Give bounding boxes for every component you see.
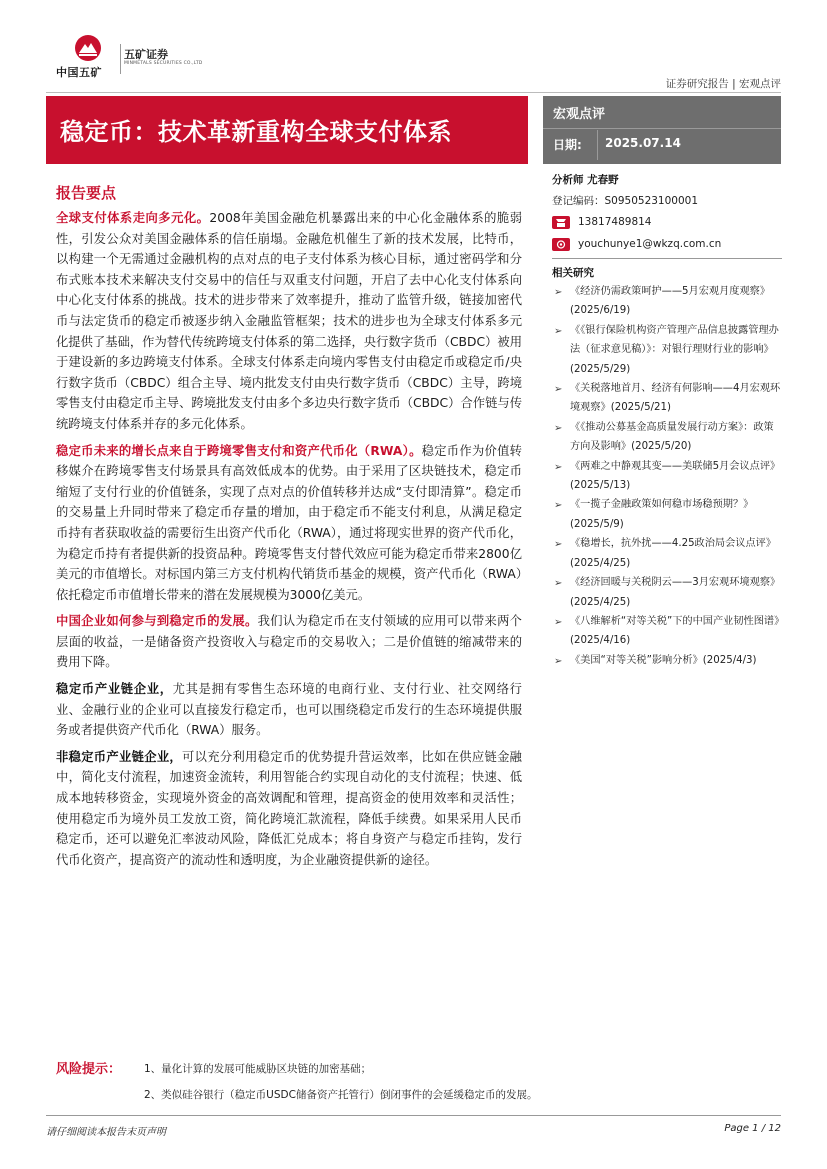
- paragraph: [56, 747, 522, 871]
- page-number: Page 1 / 12: [724, 1123, 781, 1134]
- related-research-text: 《经济仍需政策呵护——5月宏观月度观察》(2025/6/19): [570, 286, 771, 317]
- email-contact: [552, 236, 782, 252]
- risk-label: 风险提示：: [56, 1062, 122, 1077]
- related-research-item[interactable]: [552, 573, 782, 612]
- related-research-text: 《八维解析“对等关税”下的中国产业韧性图谱》(2025/4/16): [570, 615, 780, 647]
- registration-code: 登记编码：S0950523100001: [552, 195, 699, 207]
- related-research-item[interactable]: [552, 612, 782, 651]
- email-icon: [552, 238, 570, 251]
- triangle-bullet-icon: ➢: [554, 655, 563, 667]
- risk-item: 1、量化计算的发展可能威胁区块链的加密基础；: [144, 1063, 372, 1075]
- date-label: 日期:: [553, 138, 582, 152]
- report-category: 宏观点评: [553, 107, 606, 122]
- related-research-title: 相关研究: [552, 267, 594, 279]
- paragraph-lead: 稳定币产业链企业，: [56, 682, 173, 697]
- related-research-item[interactable]: [552, 418, 782, 457]
- paragraph: [56, 441, 522, 606]
- related-research-item[interactable]: [552, 379, 782, 418]
- risk-item: 2、类似硅谷银行（稳定币USDC储备资产托管行）倒闭事件的会延缓稳定币的发展。: [144, 1089, 538, 1101]
- triangle-bullet-icon: ➢: [554, 287, 563, 298]
- related-research-list: [552, 282, 782, 670]
- logo-divider: [120, 44, 121, 74]
- related-research-text: 《经济回暖与关税阴云——3月宏观环境观察》(2025/4/25): [570, 577, 781, 608]
- analyst-name: 分析师 尤春野: [552, 174, 619, 186]
- phone-contact: [552, 214, 782, 230]
- email-address[interactable]: youchunye1@wkzq.com.cn: [578, 238, 722, 250]
- paragraph-lead: 非稳定币产业链企业，: [56, 749, 183, 764]
- date-value: 2025.07.14: [605, 136, 681, 150]
- page-title: 稳定币：技术革新重构全球支付体系: [60, 118, 452, 146]
- sidebar: [552, 172, 782, 670]
- triangle-bullet-icon: ➢: [554, 578, 563, 590]
- paragraph-text: 我们认为稳定币在支付领域的应用可以带来两个层面的收益，一是储备资产投资收入与稳定币的交易收入；二是价值链的缩减带来的费用下降。: [56, 614, 522, 670]
- section-title: 报告要点: [56, 184, 117, 202]
- info-vertical-divider: [597, 130, 598, 160]
- triangle-bullet-icon: ➢: [554, 325, 563, 337]
- mountain-emblem-icon: [74, 34, 102, 62]
- related-research-item[interactable]: [552, 457, 782, 496]
- related-research-item[interactable]: [552, 321, 782, 379]
- related-research-item[interactable]: [552, 495, 782, 534]
- logo-right-text: 五矿证券: [124, 48, 168, 61]
- paragraph-text: 2008年美国金融危机暴露出来的中心化金融体系的脆弱性，引发公众对美国金融体系的信任崩塌。金融危机催生了新的技术发展，比特币，以构建一个无需通过金融机构的点对点的电子支付体系为核心目标，通过密码学和分布式账本技术来解决支付交易中的信任与双重支付问题，开启了去中心化支付体系向中心化支付体系的挑战。技术的进步带来了效率提升，推动了监管升级，链接加密代币与法定货币的稳定币被逐步纳入金融监管框架；技术的进步也为全球支付体系多元化提供了基础，作为替代传统跨境支付体系的第二选择，央行数字货币（CBDC）被用于建设新的多边跨境支付体系。全球支付体系走向境内零售支付由稳定币或稳定币/央行数字货币（CBDC）组合主导、境内批发支付由央行数字货币（CBDC）主导，跨境零售支付由稳定币主导、跨境批发支付由多个多边央行数字货币（CBDC）合作链与传统跨境支付体系并存的多元化体系。: [56, 211, 522, 431]
- triangle-bullet-icon: ➢: [554, 616, 563, 628]
- related-research-text: 《两难之中静观其变——美联储5月会议点评》(2025/5/13): [570, 460, 781, 492]
- report-type: 证券研究报告 | 宏观点评: [665, 78, 781, 90]
- info-divider: [543, 128, 781, 129]
- logo-right-en: MINMETALS SECURITIES CO.,LTD: [124, 61, 203, 66]
- main-body: [56, 208, 522, 876]
- paragraph-text: 稳定币作为价值转移媒介在跨境零售支付场景具有高效低成本的优势。由于采用了区块链技术，稳定币缩短了支付行业的价值链条，实现了点对点的价值转移并达成“支付即清算”。稳定币的交易量上升同时带来了稳定币存量的增加，由于稳定币不能支付利息，从满足稳定币持有者获取收益的需要衍生出资产代币化（RWA），通过将现实世界的资产代币化，为稳定币持有者提供新的投资品种。跨境零售支付替代效应可能为稳定币带来2800亿美元的市值增长。对标国内第三方支付机构代销货币基金的规模，资产代币化（RWA）依托稳定币市值增长带来的潜在发展规模为3000亿美元。: [56, 443, 522, 602]
- triangle-bullet-icon: ➢: [554, 539, 563, 551]
- paragraph: [56, 679, 522, 741]
- phone-icon: [552, 216, 570, 229]
- paragraph-text: 尤其是拥有零售生态环境的电商行业、支付行业、社交网络行业、金融行业的企业可以直接发行稳定币，也可以围绕稳定币发行的生态环境提供服务或者提供资产代币化（RWA）服务。: [56, 682, 522, 738]
- logo-left-text: 中国五矿: [56, 66, 102, 79]
- paragraph: [56, 611, 522, 673]
- related-research-item[interactable]: [552, 282, 782, 321]
- triangle-bullet-icon: ➢: [554, 384, 563, 396]
- title-banner: [46, 96, 528, 164]
- related-research-text: 《《银行保险机构资产管理产品信息披露管理办法（征求意见稿）》：对银行理财行业的影响》(2025/5/29): [570, 324, 779, 375]
- related-research-text: 《一揽子金融政策如何稳市场稳预期？》(2025/5/9): [570, 499, 754, 530]
- triangle-bullet-icon: ➢: [554, 461, 563, 473]
- related-research-text: 《《推动公募基金高质量发展行动方案》：政策方向及影响》(2025/5/20): [570, 421, 774, 453]
- phone-number: 13817489814: [578, 216, 652, 228]
- footer-divider: [46, 1115, 781, 1116]
- paragraph-lead: 稳定币未来的增长点来自于跨境零售支付和资产代币化（RWA）。: [56, 443, 422, 458]
- footer-disclaimer: 请仔细阅读本报告末页声明: [46, 1127, 166, 1138]
- paragraph-text: 可以充分利用稳定币的优势提升营运效率，比如在供应链金融中，简化支付流程，加速资金流转，利用智能合约实现自动化的支付流程；快速、低成本地转移资金，实现境外资金的高效调配和管理，提高资金的使用效率和灵活性；使用稳定币为境外员工发放工资，简化跨境汇款流程，降低手续费。如果采用人民币稳定币，还可以避免汇率波动风险，降低汇兑成本；将自身资产与稳定币挂钩，发行代币化资产，提高资产的流动性和透明度，为企业融资提供新的途径。: [56, 749, 522, 867]
- triangle-bullet-icon: ➢: [554, 422, 563, 434]
- logo: [52, 34, 202, 84]
- related-research-text: 《关税落地首月、经济有何影响——4月宏观环境观察》(2025/5/21): [570, 383, 781, 414]
- related-research-text: 《稳增长，抗外扰——4.25政治局会议点评》(2025/4/25): [570, 538, 777, 569]
- sidebar-divider: [552, 258, 782, 259]
- triangle-bullet-icon: ➢: [554, 500, 563, 512]
- paragraph-lead: 中国企业如何参与到稳定币的发展。: [56, 614, 258, 629]
- paragraph: [56, 208, 522, 435]
- header-divider: [46, 92, 781, 93]
- related-research-text: 《美国“对等关税”影响分析》(2025/4/3): [570, 654, 757, 666]
- paragraph-lead: 全球支付体系走向多元化。: [56, 211, 210, 225]
- related-research-item[interactable]: [552, 651, 782, 670]
- info-box: [543, 96, 781, 164]
- related-research-item[interactable]: [552, 534, 782, 573]
